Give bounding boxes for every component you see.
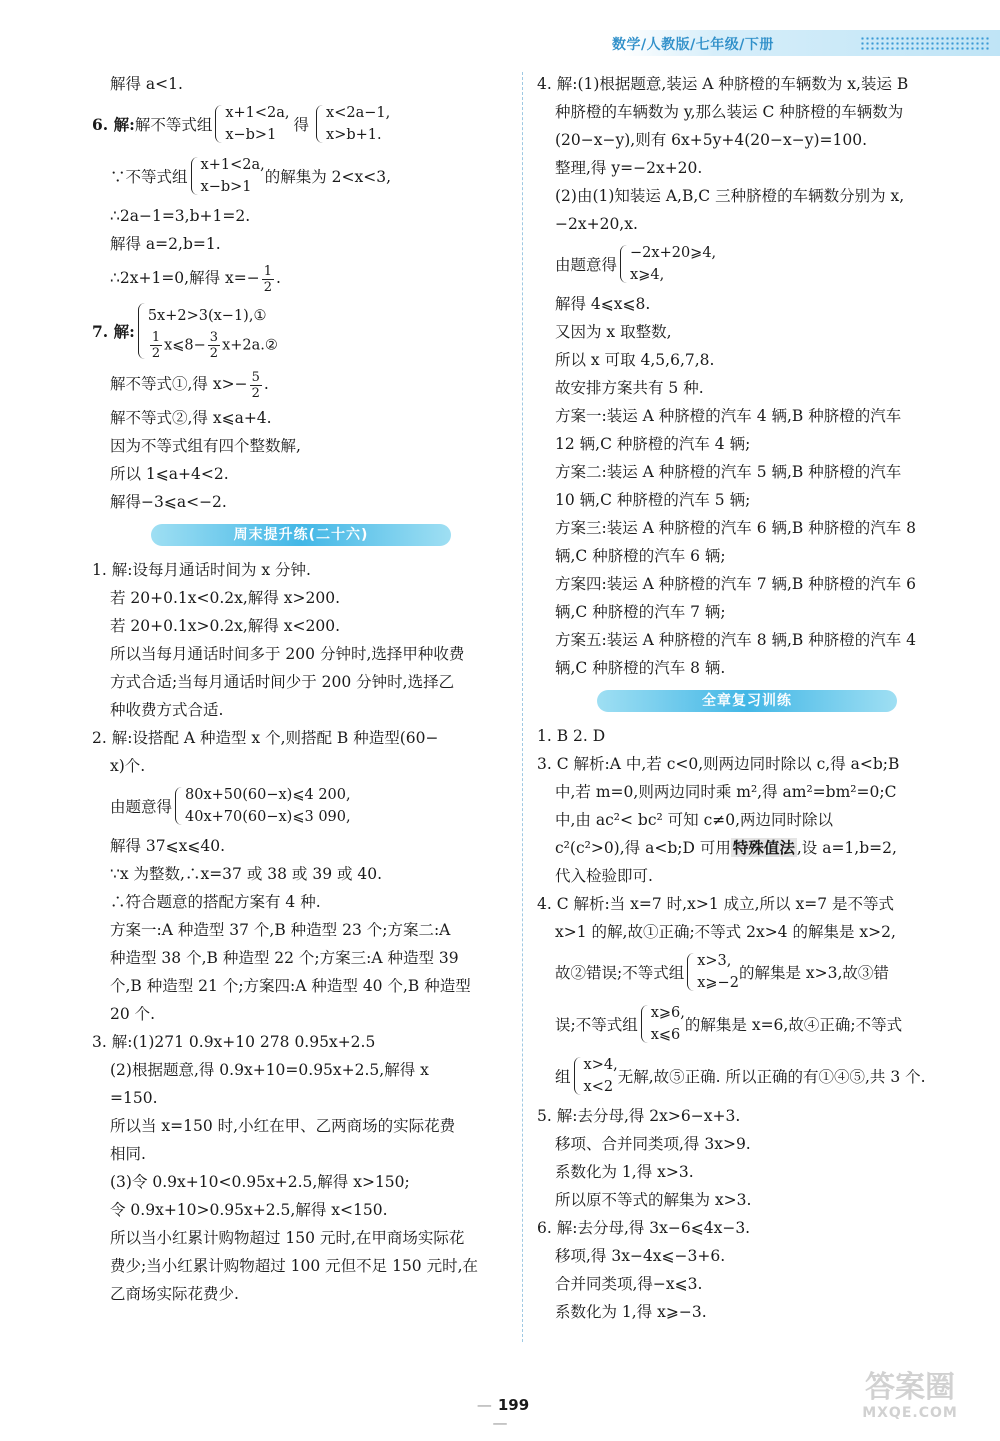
fraction xyxy=(208,330,220,361)
section-banner xyxy=(92,522,510,548)
answer-line: 解得 37⩽x⩽40. xyxy=(110,837,226,855)
system-row: 5x+2>3(x−1),① xyxy=(147,307,267,324)
section-title: 周末提升练(二十六) xyxy=(151,524,451,546)
system-row: x>b+1. xyxy=(326,127,382,143)
brace-icon xyxy=(641,1005,648,1043)
inequality-system xyxy=(326,102,390,146)
answer-line: 12 辆,C 种脐橙的汽车 4 辆; xyxy=(555,435,751,453)
brace-icon xyxy=(574,1057,581,1095)
answer-line: 相同. xyxy=(110,1145,146,1163)
answer-line: 解得 a<1. xyxy=(110,75,183,93)
answer-line: 代入检验即可. xyxy=(555,867,653,885)
header-dot-pattern xyxy=(860,36,990,52)
left-column xyxy=(92,70,510,1308)
brace-icon xyxy=(687,953,694,991)
answer-system-line xyxy=(537,998,957,1050)
answer-2-system-line xyxy=(92,780,510,832)
answer-line: 费少;当小红累计购物超过 100 元但不足 150 元时,在 xyxy=(110,1257,479,1275)
answer-text: c²(c²>0),得 a<b;D 可用 xyxy=(555,839,731,857)
system-row: x+1<2a, xyxy=(225,105,290,121)
answer-line: 令 0.9x+10>0.95x+2.5,解得 x<150. xyxy=(110,1201,388,1219)
answer-line: 5. 解:去分母,得 2x>6−x+3. xyxy=(537,1107,741,1125)
question-number: 7. 解: xyxy=(92,322,135,341)
answer-line: 4. C 解析:当 x=7 时,x>1 成立,所以 x=7 是不等式 xyxy=(537,895,894,913)
numerator: 3 xyxy=(209,329,219,345)
system-row: 80x+50(60−x)⩽4 200, xyxy=(185,787,351,803)
answer-text: ∵不等式组 xyxy=(110,168,188,186)
answer-line: 移项、合并同类项,得 3x>9. xyxy=(555,1135,751,1153)
answer-line: ∴符合题意的搭配方案有 4 种. xyxy=(110,893,321,911)
answer-line: 辆,C 种脐橙的汽车 8 辆. xyxy=(555,659,726,677)
answer-line: 6. 解:去分母,得 3x−6⩽4x−3. xyxy=(537,1219,751,1237)
answer-line: 2. 解:设搭配 A 种造型 x 个,则搭配 B 种造型(60− xyxy=(92,729,439,747)
answer-line: 所以当 x=150 时,小红在甲、乙两商场的实际花费 xyxy=(110,1117,456,1135)
denominator: 2 xyxy=(263,279,273,295)
system-row: x<2a−1, xyxy=(326,105,391,121)
section-banner xyxy=(537,688,957,714)
brace-icon xyxy=(175,787,182,825)
answer-line: 3. C 解析:A 中,若 c<0,则两边同时除以 c,得 a<b;B xyxy=(537,755,900,773)
answer-line: (2)由(1)知装运 A,B,C 三种脐橙的车辆数分别为 x, xyxy=(555,187,905,205)
inequality-system xyxy=(148,302,278,361)
system-row: x<2 xyxy=(583,1079,614,1095)
answer-line: 所以原不等式的解集为 x>3. xyxy=(555,1191,752,1209)
inequality-system xyxy=(697,950,739,994)
answer-line: 中,由 ac²< bc² 可知 c≠0,两边同时除以 xyxy=(555,811,834,829)
answer-line: 方案一:A 种造型 37 个,B 种造型 23 个;方案二:A xyxy=(110,921,451,939)
system-row: x−b>1 xyxy=(225,127,277,143)
answer-line: 乙商场实际花费少. xyxy=(110,1285,239,1303)
brace-icon xyxy=(138,303,145,359)
answer-text: 组 xyxy=(555,1068,571,1086)
answer-text: 的解集是 x=6,故④正确;不等式 xyxy=(684,1016,903,1034)
answer-line: (20−x−y),则有 6x+5y+4(20−x−y)=100. xyxy=(555,131,867,149)
numerator: 1 xyxy=(263,263,273,279)
answer-text: x+2a.② xyxy=(222,337,278,353)
answer-line: 种脐橙的车辆数为 y,那么装运 C 种脐橙的车辆数为 xyxy=(555,103,904,121)
answer-line: (2)根据题意,得 0.9x+10=0.95x+2.5,解得 x xyxy=(110,1061,429,1079)
watermark-text: 答案圈 xyxy=(865,1370,955,1405)
system-row: −2x+20⩾4, xyxy=(630,245,717,261)
answer-line: 合并同类项,得−x⩽3. xyxy=(555,1275,703,1293)
answer-line: =150. xyxy=(110,1089,158,1107)
system-row: x>4, xyxy=(583,1057,618,1073)
answer-text: 无解,故⑤正确. 所以正确的有①④⑤,共 3 个. xyxy=(617,1068,926,1086)
answer-text: x⩽8− xyxy=(164,337,206,353)
watermark-logo xyxy=(830,1370,990,1425)
fraction xyxy=(262,264,274,295)
numerator: 5 xyxy=(251,369,260,385)
section-title: 全章复习训练 xyxy=(597,690,897,712)
denominator: 2 xyxy=(251,385,260,401)
inequality-system xyxy=(584,1054,618,1098)
answer-text: ,设 a=1,b=2, xyxy=(796,839,897,857)
system-row xyxy=(148,330,278,361)
answer-line: 4. 解:(1)根据题意,装运 A 种脐橙的车辆数为 x,装运 B xyxy=(537,75,909,93)
answer-line: ∴2x+1=0,解得 x=− $\frac{1}{2}$ . xyxy=(110,263,281,295)
system-row: x⩽6 xyxy=(650,1027,681,1043)
answer-line: 系数化为 1,得 x⩾−3. xyxy=(555,1303,707,1321)
inequality-system xyxy=(651,1002,685,1046)
system-row: x⩾4, xyxy=(630,267,665,283)
system-row: x+1<2a, xyxy=(200,157,265,173)
answer-line: 方案四:装运 A 种脐橙的汽车 7 辆,B 种脐橙的汽车 6 xyxy=(555,575,917,593)
answer-line: 解得 4⩽x⩽8. xyxy=(555,295,651,313)
answer-line: 辆,C 种脐橙的汽车 6 辆; xyxy=(555,547,726,565)
fraction xyxy=(150,330,162,361)
answer-line: 方案三:装运 A 种脐橙的汽车 6 辆,B 种脐橙的汽车 8 xyxy=(555,519,917,537)
brace-icon xyxy=(191,157,198,195)
system-row: x>3, xyxy=(697,953,732,969)
denominator: 2 xyxy=(209,345,219,361)
answer-line: 方式合适;当每月通话时间少于 200 分钟时,选择乙 xyxy=(110,673,455,691)
book-header-title: 数学/人教版/七年级/下册 xyxy=(612,37,774,53)
question-number: 6. 解: xyxy=(92,115,135,134)
answer-line: 解得 a=2,b=1. xyxy=(110,235,221,253)
answer-line: 所以当小红累计购物超过 150 元时,在甲商场实际花 xyxy=(110,1229,465,1247)
answer-line: 所以当每月通话时间多于 200 分钟时,选择甲种收费 xyxy=(110,645,465,663)
answer-line: 所以 x 可取 4,5,6,7,8. xyxy=(555,351,715,369)
answer-line: 方案二:装运 A 种脐橙的汽车 5 辆,B 种脐橙的汽车 xyxy=(555,463,902,481)
answer-line: ∵x 为整数,∴x=37 或 38 或 39 或 40. xyxy=(110,865,383,883)
answer-system-line xyxy=(537,1050,957,1102)
answer-line: 个,B 种造型 21 个;方案四:A 种造型 40 个,B 种造型 xyxy=(110,977,471,995)
inequality-system xyxy=(185,784,351,828)
answer-line: 所以 1⩽a+4<2. xyxy=(110,465,229,483)
answer-line: 20 个. xyxy=(110,1005,156,1023)
answer-text: ∴2x+1=0,解得 x=− xyxy=(110,269,260,287)
inequality-system xyxy=(225,102,289,146)
answer-line: 若 20+0.1x>0.2x,解得 x<200. xyxy=(110,617,341,635)
numerator: 1 xyxy=(151,329,161,345)
answer-line: 中,若 m=0,则两边同时乘 m²,得 am²=bm²=0;C xyxy=(555,783,897,801)
answer-line xyxy=(537,834,957,862)
answer-6-system-line xyxy=(92,98,510,150)
answer-text: 解不等式组 xyxy=(134,116,213,134)
column-divider xyxy=(522,72,523,1342)
inequality-system xyxy=(630,242,716,286)
system-row: x⩾−2 xyxy=(697,975,739,991)
answer-line: ∴2a−1=3,b+1=2. xyxy=(110,207,251,225)
answer-text: 解不等式①,得 x>− xyxy=(110,375,248,393)
answer-line: 解得−3⩽a<−2. xyxy=(110,493,227,511)
answer-line: 系数化为 1,得 x>3. xyxy=(555,1163,694,1181)
answer-line: 种收费方式合适. xyxy=(110,701,224,719)
answer-text: 的解集为 2<x<3, xyxy=(264,168,391,186)
denominator: 2 xyxy=(151,345,161,361)
system-row: 40x+70(60−x)⩽3 090, xyxy=(185,809,351,825)
answer-line: 10 辆,C 种脐橙的汽车 5 辆; xyxy=(555,491,751,509)
fraction xyxy=(250,370,262,401)
answer-4-system-line xyxy=(537,238,957,290)
answer-line: 解不等式①,得 x>− $\frac{5}{2}$ . xyxy=(110,369,269,401)
watermark-url: MXQE.COM xyxy=(862,1405,958,1421)
answer-text: 由题意得 xyxy=(110,798,173,816)
answer-line: 若 20+0.1x<0.2x,解得 x>200. xyxy=(110,589,341,607)
answer-system-line xyxy=(537,946,957,998)
answer-text: 误;不等式组 xyxy=(555,1016,638,1034)
answer-text: 由题意得 xyxy=(555,256,618,274)
answer-6-system-line xyxy=(92,150,510,202)
answer-line: 解不等式②,得 x⩽a+4. xyxy=(110,409,272,427)
answer-line: x)个. xyxy=(110,757,146,775)
method-highlight: 特殊值法 xyxy=(732,838,795,857)
right-column xyxy=(537,70,957,1326)
brace-icon xyxy=(215,105,222,143)
system-row: x−b>1 xyxy=(200,179,252,195)
answer-line: 1. B 2. D xyxy=(537,727,606,745)
answer-text: 故②错误;不等式组 xyxy=(555,964,685,982)
answer-line: −2x+20,x. xyxy=(555,215,638,233)
answer-line: 因为不等式组有四个整数解, xyxy=(110,437,301,455)
answer-line: (3)令 0.9x+10<0.95x+2.5,解得 x>150; xyxy=(110,1173,410,1191)
answer-7-system-line xyxy=(92,298,510,364)
answer-line: 1. 解:设每月通话时间为 x 分钟. xyxy=(92,561,311,579)
answer-line: 辆,C 种脐橙的汽车 7 辆; xyxy=(555,603,726,621)
answer-line: 故安排方案共有 5 种. xyxy=(555,379,704,397)
answer-line: 方案一:装运 A 种脐橙的汽车 4 辆,B 种脐橙的汽车 xyxy=(555,407,902,425)
answer-line: 3. 解:(1)271 0.9x+10 278 0.95x+2.5 xyxy=(92,1033,376,1051)
answer-text: 的解集是 x>3,故③错 xyxy=(738,964,889,982)
brace-icon xyxy=(316,105,323,143)
answer-line: 移项,得 3x−4x⩽−3+6. xyxy=(555,1247,726,1265)
answer-text: 得 xyxy=(293,116,310,134)
page-number: — 199 — xyxy=(470,1396,530,1432)
inequality-system xyxy=(201,154,265,198)
answer-line: x>1 的解,故①正确;不等式 2x>4 的解集是 x>2, xyxy=(555,923,896,941)
brace-icon xyxy=(620,245,627,283)
system-row: x⩾6, xyxy=(650,1005,685,1021)
answer-line: 方案五:装运 A 种脐橙的汽车 8 辆,B 种脐橙的汽车 4 xyxy=(555,631,917,649)
answer-line: 种造型 38 个,B 种造型 22 个;方案三:A 种造型 39 xyxy=(110,949,459,967)
answer-line: 又因为 x 取整数, xyxy=(555,323,672,341)
answer-line: 整理,得 y=−2x+20. xyxy=(555,159,703,177)
